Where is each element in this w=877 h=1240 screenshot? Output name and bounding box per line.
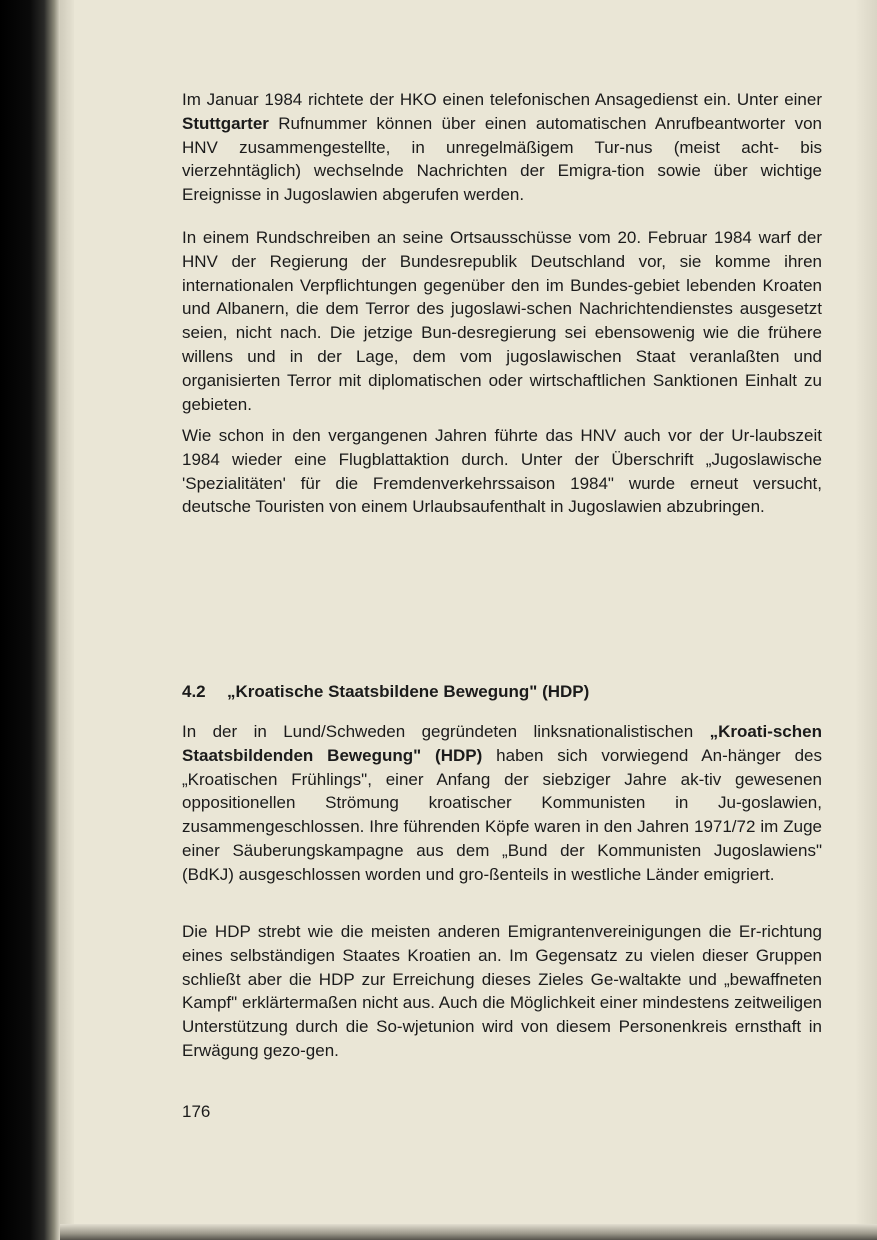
paragraph-3: Wie schon in den vergangenen Jahren führte das HNV auch vor der Ur-laubszeit 1984 wieder eine Flugblattaktion durch. Unter der Überschrift „Jugoslawische 'Spezialitäten' für die Fremdenverkehrssaison 1984" wurde erneut versucht, deutsche Touristen von einem Urlaubsaufenthalt in Jugoslawien abzubringen. [182,426,822,517]
section-title: „Kroatische Staatsbildene Bewegung" (HDP) [227,682,590,701]
paragraph-4-text-c: haben sich vorwiegend An-hänger des „Kroatischen Frühlings", einer Anfang der siebziger Jahre ak-tiv gewesenen oppositionellen Strömung kroatischer Kommunisten in Ju-goslawien, zusammengeschlossen. Ihre führenden Köpfe waren in den Jahren 1971/72 im Zuge einer Säuberungskampagne aus dem „Bund der Kommunisten Jugoslawiens" (BdKJ) ausgeschlossen worden und gro-ßenteils in westliche Länder emigriert. [182,745,822,884]
paragraph-1-text-c: Rufnummer können über einen automatischen Anrufbeantworter von HNV zusammengestellte, in unregelmäßigem Tur-nus (meist acht- bis vierzehntäglich) wechselnde Nachrichten der Emigra-tion sowie über wichtige Ereignisse in Jugoslawien abgerufen werden. [182,113,822,205]
paragraph-2: In einem Rundschreiben an seine Ortsausschüsse vom 20. Februar 1984 warf der HNV der Regierung der Bundesrepublik Deutschland vor, sie komme ihren internationalen Verpflichtungen gegenüber den im Bundes-gebiet lebenden Kroaten und Albanern, die dem Terror des jugoslawi-schen Nachrichtendienstes ausgesetzt seien, nicht nach. Die jetzige Bun-desregierung sei ebensowenig wie die frühere willens und in der Lage, dem vom jugoslawischen Staat veranlaßten und organisierten Terror mit diplomatischen oder wirtschaftlichen Sanktionen Einhalt zu gebieten. [182,228,822,414]
book-spine-shadow [0,0,60,1240]
paragraph-4-bold: „Kroati-schen Staatsbildenden Bewegung" (HDP) [182,722,822,765]
paragraph-5: Die HDP strebt wie die meisten anderen Emigrantenvereinigungen die Er-richtung eines selbständigen Staates Kroatien an. Im Gegensatz zu vielen dieser Gruppen schließt aber die HDP zur Erreichung dieses Zieles Ge-waltakte und „bewaffneten Kampf" erklärtermaßen nicht aus. Auch die Möglichkeit einer mindestens zeitweiligen Unterstützung durch die So-wjetunion wird von diesem Personenkreis ernsthaft in Erwägung gezo-gen. [182,922,822,1060]
page-number: 176 [182,1102,211,1121]
paragraph-4 [182,720,822,887]
section-number: 4.2 [182,682,206,701]
paragraph-4-text-a: In der in Lund/Schweden gegründeten linksnationalistischen [182,722,710,741]
paragraph-1-bold: Stuttgarter [182,113,269,133]
paragraph-1-text-a: Im Januar 1984 richtete der HKO einen telefonischen Ansagedienst ein. Unter einer [182,90,822,109]
paragraph-1 [182,88,822,207]
page-edge-right [855,0,877,1240]
page-gutter [60,0,74,1240]
page-edge-bottom [60,1224,877,1240]
section-heading [182,680,589,704]
